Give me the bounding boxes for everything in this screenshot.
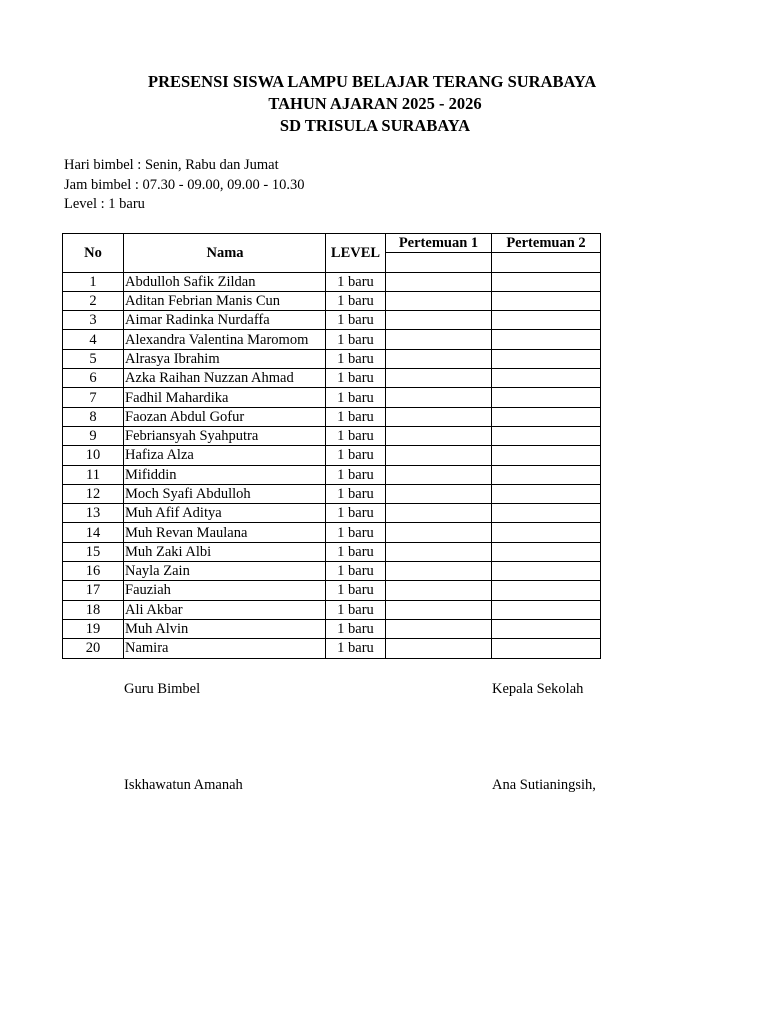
table-row (63, 562, 601, 581)
row-level: 1 baru (326, 349, 386, 368)
row-level: 1 baru (326, 581, 386, 600)
row-level: 1 baru (326, 484, 386, 503)
row-no: 5 (63, 349, 124, 368)
row-pertemuan-2 (492, 272, 601, 291)
row-pertemuan-1 (386, 542, 492, 561)
row-pertemuan-2 (492, 523, 601, 542)
row-no: 15 (63, 542, 124, 561)
table-row (63, 523, 601, 542)
table-row (63, 407, 601, 426)
row-nama: Fadhil Mahardika (124, 388, 326, 407)
row-no: 10 (63, 446, 124, 465)
row-nama: Hafiza Alza (124, 446, 326, 465)
row-pertemuan-1 (386, 523, 492, 542)
table-row (63, 465, 601, 484)
info-level: Level : 1 baru (64, 196, 145, 212)
row-level: 1 baru (326, 542, 386, 561)
row-nama: Febriansyah Syahputra (124, 426, 326, 445)
row-nama: Fauziah (124, 581, 326, 600)
row-nama: Aimar Radinka Nurdaffa (124, 311, 326, 330)
table-row (63, 600, 601, 619)
row-pertemuan-1 (386, 426, 492, 445)
table-body (63, 272, 601, 658)
header-no: No (63, 234, 124, 273)
row-nama: Muh Afif Aditya (124, 504, 326, 523)
row-nama: Muh Zaki Albi (124, 542, 326, 561)
row-no: 11 (63, 465, 124, 484)
row-level: 1 baru (326, 619, 386, 638)
attendance-table (62, 233, 601, 659)
schedule-info (64, 156, 304, 215)
table-row (63, 426, 601, 445)
row-level: 1 baru (326, 369, 386, 388)
row-level: 1 baru (326, 523, 386, 542)
row-nama: Azka Raihan Nuzzan Ahmad (124, 369, 326, 388)
row-pertemuan-1 (386, 272, 492, 291)
row-no: 19 (63, 619, 124, 638)
row-no: 16 (63, 562, 124, 581)
row-pertemuan-2 (492, 330, 601, 349)
row-level: 1 baru (326, 291, 386, 310)
row-nama: Alexandra Valentina Maromom (124, 330, 326, 349)
subheader-cell-1 (386, 253, 492, 272)
header-nama: Nama (124, 234, 326, 273)
row-pertemuan-1 (386, 562, 492, 581)
row-level: 1 baru (326, 272, 386, 291)
row-pertemuan-1 (386, 504, 492, 523)
row-pertemuan-2 (492, 407, 601, 426)
row-no: 2 (63, 291, 124, 310)
row-pertemuan-1 (386, 446, 492, 465)
table-row (63, 272, 601, 291)
table-row (63, 581, 601, 600)
row-no: 7 (63, 388, 124, 407)
row-pertemuan-1 (386, 581, 492, 600)
table-header-row (63, 234, 601, 253)
row-pertemuan-2 (492, 388, 601, 407)
row-level: 1 baru (326, 600, 386, 619)
row-no: 1 (63, 272, 124, 291)
row-no: 9 (63, 426, 124, 445)
row-nama: Mifiddin (124, 465, 326, 484)
row-nama: Faozan Abdul Gofur (124, 407, 326, 426)
row-nama: Ali Akbar (124, 600, 326, 619)
row-pertemuan-2 (492, 291, 601, 310)
row-nama: Namira (124, 639, 326, 658)
row-pertemuan-2 (492, 484, 601, 503)
table-row (63, 639, 601, 658)
title-line-1: PRESENSI SISWA LAMPU BELAJAR TERANG SURABAYA (148, 72, 597, 91)
row-pertemuan-1 (386, 484, 492, 503)
row-level: 1 baru (326, 388, 386, 407)
row-pertemuan-2 (492, 639, 601, 658)
row-pertemuan-2 (492, 504, 601, 523)
header-pertemuan-2: Pertemuan 2 (492, 234, 601, 253)
subheader-cell-2 (492, 253, 601, 272)
row-pertemuan-2 (492, 349, 601, 368)
header-pertemuan-1: Pertemuan 1 (386, 234, 492, 253)
row-no: 4 (63, 330, 124, 349)
row-no: 17 (63, 581, 124, 600)
document-title (148, 71, 602, 137)
row-pertemuan-2 (492, 581, 601, 600)
kepsek-label: Kepala Sekolah (492, 681, 584, 697)
row-nama: Muh Alvin (124, 619, 326, 638)
row-nama: Alrasya Ibrahim (124, 349, 326, 368)
table-row (63, 504, 601, 523)
row-pertemuan-2 (492, 600, 601, 619)
row-pertemuan-1 (386, 369, 492, 388)
row-level: 1 baru (326, 465, 386, 484)
row-nama: Aditan Febrian Manis Cun (124, 291, 326, 310)
row-pertemuan-2 (492, 619, 601, 638)
title-line-2: TAHUN AJARAN 2025 - 2026 (268, 94, 482, 113)
row-pertemuan-1 (386, 600, 492, 619)
guru-name: Iskhawatun Amanah (124, 777, 243, 793)
row-pertemuan-1 (386, 291, 492, 310)
table-row (63, 349, 601, 368)
table-row (63, 619, 601, 638)
row-pertemuan-2 (492, 542, 601, 561)
table-row (63, 369, 601, 388)
row-pertemuan-1 (386, 349, 492, 368)
info-jam: Jam bimbel : 07.30 - 09.00, 09.00 - 10.30 (64, 176, 305, 193)
row-nama: Muh Revan Maulana (124, 523, 326, 542)
row-pertemuan-1 (386, 330, 492, 349)
table-row (63, 330, 601, 349)
kepsek-name: Ana Sutianingsih, (492, 777, 596, 793)
row-no: 14 (63, 523, 124, 542)
title-line-3: SD TRISULA SURABAYA (279, 116, 471, 135)
table-row (63, 388, 601, 407)
row-no: 3 (63, 311, 124, 330)
row-nama: Moch Syafi Abdulloh (124, 484, 326, 503)
row-no: 18 (63, 600, 124, 619)
table-row (63, 311, 601, 330)
row-nama: Abdulloh Safik Zildan (124, 272, 326, 291)
guru-label: Guru Bimbel (124, 681, 201, 697)
row-pertemuan-2 (492, 562, 601, 581)
row-nama: Nayla Zain (124, 562, 326, 581)
row-pertemuan-2 (492, 465, 601, 484)
row-level: 1 baru (326, 407, 386, 426)
row-pertemuan-2 (492, 426, 601, 445)
row-level: 1 baru (326, 330, 386, 349)
row-pertemuan-2 (492, 369, 601, 388)
row-level: 1 baru (326, 639, 386, 658)
row-pertemuan-1 (386, 311, 492, 330)
table-row (63, 446, 601, 465)
row-pertemuan-1 (386, 639, 492, 658)
row-level: 1 baru (326, 562, 386, 581)
info-hari: Hari bimbel : Senin, Rabu dan Jumat (64, 157, 279, 173)
row-level: 1 baru (326, 446, 386, 465)
row-pertemuan-1 (386, 388, 492, 407)
row-pertemuan-2 (492, 446, 601, 465)
row-pertemuan-1 (386, 619, 492, 638)
row-no: 6 (63, 369, 124, 388)
table-row (63, 542, 601, 561)
row-no: 13 (63, 504, 124, 523)
table-row (63, 291, 601, 310)
row-no: 20 (63, 639, 124, 658)
row-pertemuan-1 (386, 465, 492, 484)
table-row (63, 484, 601, 503)
row-level: 1 baru (326, 426, 386, 445)
header-level: LEVEL (326, 234, 386, 273)
row-level: 1 baru (326, 311, 386, 330)
row-pertemuan-1 (386, 407, 492, 426)
row-no: 12 (63, 484, 124, 503)
row-pertemuan-2 (492, 311, 601, 330)
row-level: 1 baru (326, 504, 386, 523)
row-no: 8 (63, 407, 124, 426)
